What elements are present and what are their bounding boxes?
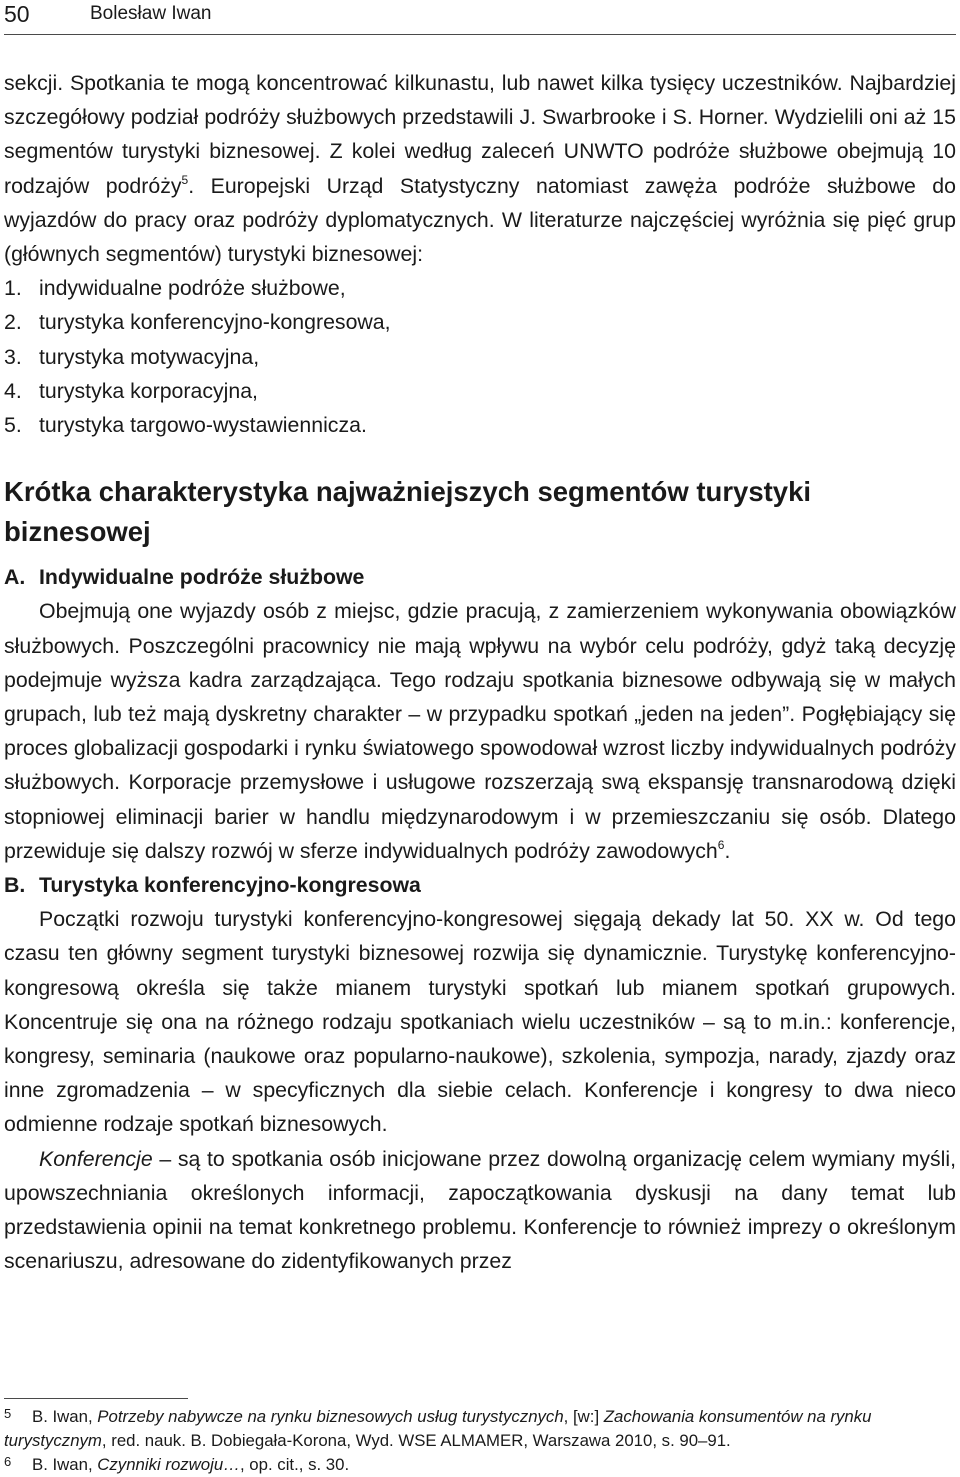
subsection-b-heading: B. Turystyka konferencyjno-kongresowa: [4, 873, 421, 898]
body-text: [4, 66, 956, 1279]
segment-list: [4, 271, 956, 442]
running-header: [4, 0, 956, 35]
list-item: 3. turystyka motywacyjna,: [4, 344, 260, 369]
footnote-ref-6[interactable]: 6: [717, 837, 725, 852]
subsection-a-paragraph: Obejmują one wyjazdy osób z miejsc, gdzie pracują, z zamierzeniem wykonywania obowiązków służbowych. Poszczególni pracownicy nie mają wpływu na wybór celu podróży, gdyż taką decyzję podejmuje wyższa kadra zarządzająca. Tego rodzaju spotkania biznesowe odbywają się w małych grupach, lub też mają dyskretny charakter – w przypadku spotkań „jeden na jeden”. Pogłębiający się proces globalizacji gospodarki i rynku światowego spowodował wzrost liczby indywidualnych podróży służbowych. Korporacje przemysłowe i usługowe rozszerzają swą ekspansję transnarodową dzięki stopniowej eliminacji barier w handlu międzynarodowym i w przemieszczaniu się osób. Dlatego przewiduje się dalszy rozwój w sferze indywidualnych podróży zawodowych$^6$.: [4, 599, 956, 863]
term-konferencje: Konferencje: [39, 1146, 153, 1171]
subsection-b-paragraph-1: Początki rozwoju turystyki konferencyjno-kongresowej sięgają dekady lat 50. XX w. Od tego czasu ten główny segment turystyki biznesowej rozwija się dynamicznie. Turystykę konferencyjno-kongresową określa się także mianem turystyki spotkań lub mianem spotkań grupowych. Koncentruje się ona na różnego rodzaju spotkaniach wielu uczestników – są to m.in.: konferencje, kongresy, seminaria (naukowe oraz popularno-naukowe), szkolenia, sympozja, narady, zjazdy oraz inne zgromadzenia – w specyficznych dla siebie celach. Konferencje i kongresy to dwa nieco odmienne rodzaje spotkań biznesowych.: [4, 907, 956, 1137]
subsection-a-heading: A. Indywidualne podróże służbowe: [4, 565, 365, 590]
intro-paragraph: sekcji. Spotkania te mogą koncentrować kilkunastu, lub nawet kilka tysięcy uczestników. Najbardziej szczegółowy podział podróży służbowych przedstawili J. Swarbrooke i S. Horner. Wydzielili oni aż 15 segmentów turystyki biznesowej. Z kolei według zaleceń UNWTO podróże służbowe obejmują 10 rodzajów podróży$^5$. Europejski Urząd Statystyczny natomiast zawęża podróże służbowe do wyjazdów do pracy oraz podróży dyplomatycznych. W literaturze najczęściej wyróżnia się pięć grup (głównych segmentów) turystyki biznesowej:: [4, 71, 956, 267]
subsection-b-paragraph-2: Konferencje – są to spotkania osób inicjowane przez dowolną organizację celem wymiany myśli, upowszechniania określonych informacji, zapoczątkowania dyskusji na dany temat lub przedstawienia opinii na temat konkretnego problemu. Konferencje to również imprezy o określonym scenariuszu, adresowane do zidentyfikowanych przez: [4, 1146, 956, 1274]
list-item: 1. indywidualne podróże służbowe,: [4, 276, 346, 301]
page-number: 50: [4, 1, 30, 27]
footnote-5: 5 B. Iwan, Potrzeby nabywcze na rynku biznesowych usług turystycznych, [w:] Zachowania konsumentów na rynku turystycznym, red. nauk. B. Dobiegała-Korona, Wyd. WSE ALMAMER, Warszawa 2010, s. 90–91.: [4, 1406, 872, 1450]
footnotes: [4, 1398, 956, 1477]
footnote-divider: [4, 1398, 188, 1399]
footnote-ref-5[interactable]: 5: [181, 172, 189, 187]
list-item: 2. turystyka konferencyjno-kongresowa,: [4, 310, 391, 335]
section-heading: Krótka charakterystyka najważniejszych segmentów turystyki biznesowej: [4, 476, 812, 548]
list-item: 5. turystyka targowo-wystawiennicza.: [4, 413, 367, 438]
running-header-author: Bolesław Iwan: [90, 3, 212, 24]
footnote-6: 6 B. Iwan, Czynniki rozwoju…, op. cit., s. 30.: [4, 1454, 350, 1474]
list-item: 4. turystyka korporacyjna,: [4, 378, 258, 403]
